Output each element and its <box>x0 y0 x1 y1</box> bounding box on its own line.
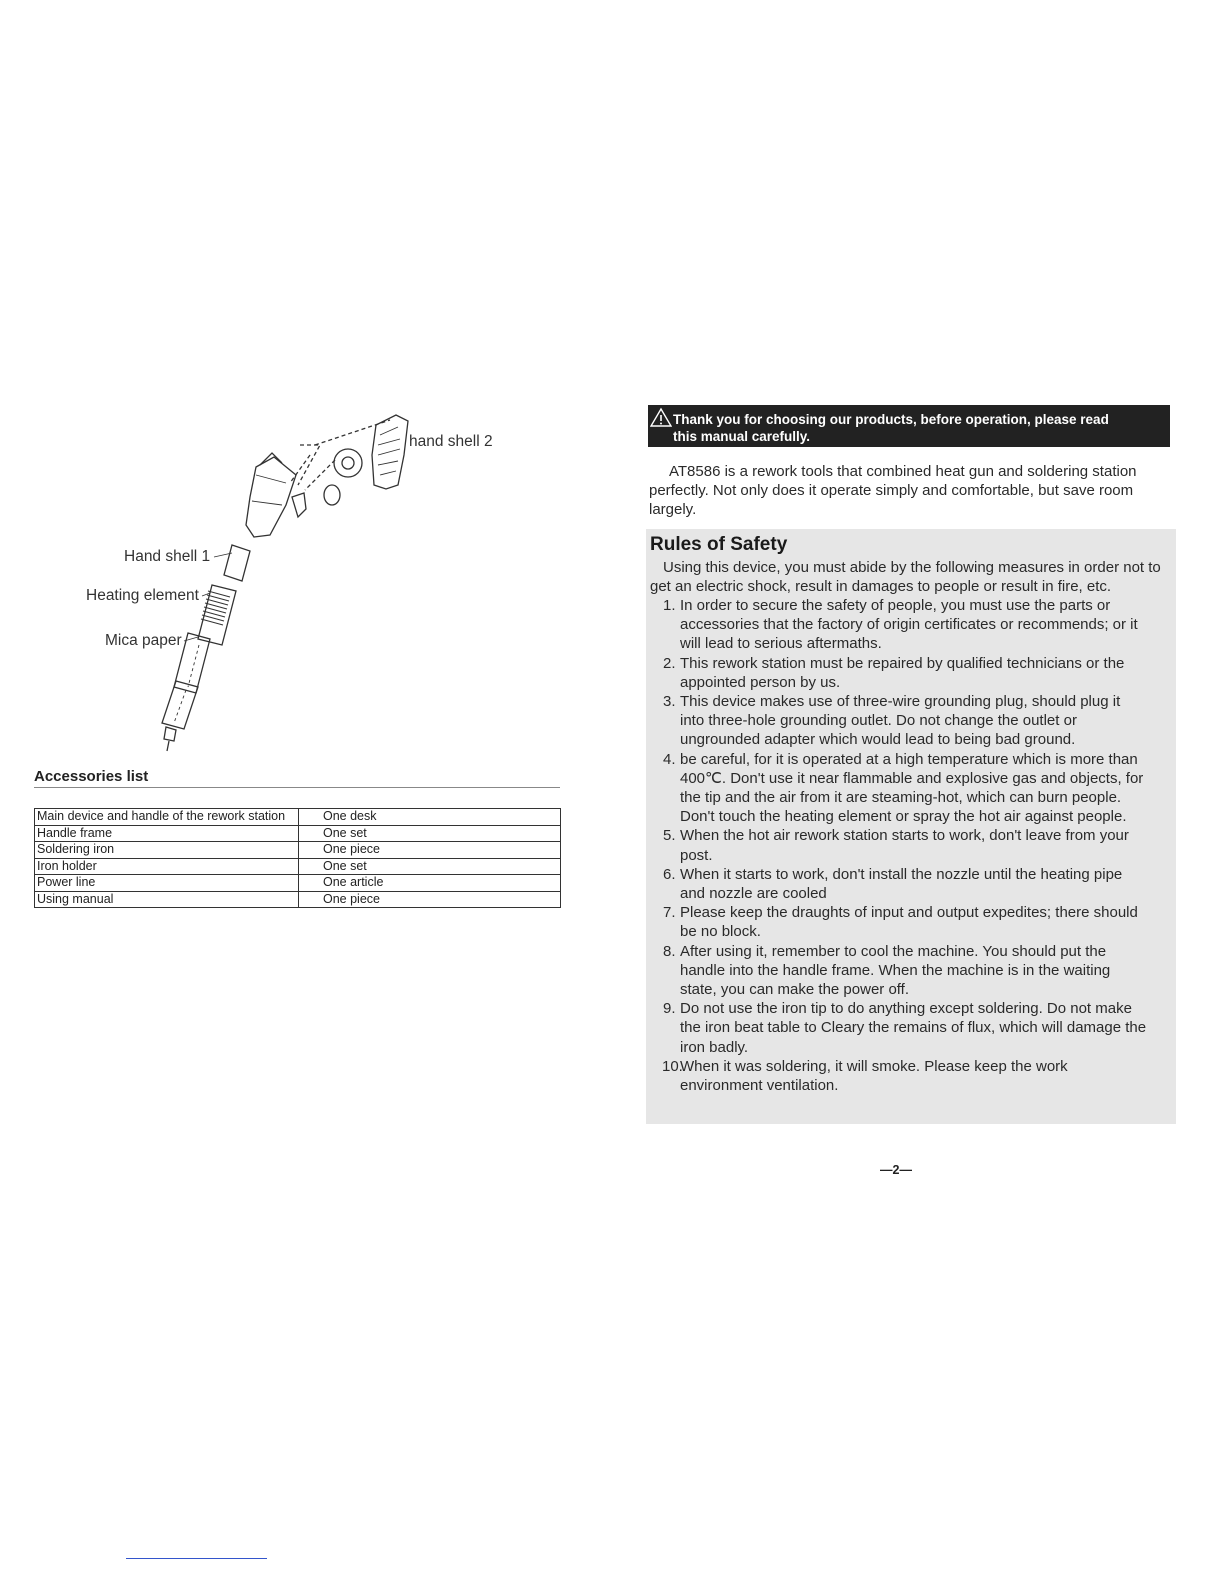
list-item <box>646 903 1176 941</box>
rule-number: 8. <box>663 942 676 960</box>
rule-text: When the hot air rework station starts to work, don't leave from your post. <box>680 827 1129 864</box>
safety-rules-list <box>646 596 1176 1095</box>
safety-section <box>646 529 1176 1124</box>
label-mica-paper: Mica paper <box>105 632 182 649</box>
list-item <box>646 865 1176 903</box>
accessory-qty: One desk <box>299 809 561 826</box>
rule-number: 6. <box>663 865 676 883</box>
rule-number: 3. <box>663 693 676 711</box>
intro-paragraph: AT8586 is a rework tools that combined heat gun and soldering station perfectly. Not only does it operate simply and comfortable, but save room largely. <box>649 463 1137 518</box>
rule-text: Please keep the draughts of input and output expedites; there should be no block. <box>680 904 1138 941</box>
accessories-table <box>34 808 561 908</box>
safety-intro <box>650 558 1176 597</box>
safety-title: Rules of Safety <box>650 534 788 555</box>
label-heating-element: Heating element <box>86 587 199 604</box>
accessory-item: Power line <box>35 875 299 892</box>
accessories-title: Accessories list <box>34 768 149 785</box>
accessory-item: Soldering iron <box>35 842 299 859</box>
list-item <box>646 750 1176 827</box>
list-item <box>646 999 1176 1057</box>
rule-text: This rework station must be repaired by qualified technicians or the appointed person by us. <box>680 654 1125 691</box>
table-row <box>35 825 561 842</box>
accessory-item: Handle frame <box>35 825 299 842</box>
rule-text: In order to secure the safety of people, you must use the parts or accessories that the factory of origin certificates or recommends; or it will lead to serious aftermaths. <box>680 597 1138 653</box>
rule-text: After using it, remember to cool the machine. You should put the handle into the handle frame. When the machine is in the waiting state, you can make the power off. <box>680 942 1111 999</box>
footer-link-underline[interactable] <box>126 1558 267 1559</box>
list-item <box>646 692 1176 750</box>
table-row <box>35 809 561 826</box>
table-row <box>35 842 561 859</box>
rule-number: 2. <box>663 654 676 672</box>
table-row <box>35 858 561 875</box>
rule-number: 4. <box>663 750 676 768</box>
label-hand-shell-1: Hand shell 1 <box>124 548 211 565</box>
rule-number: 9. <box>663 1000 676 1018</box>
page-number: —2— <box>880 1163 912 1177</box>
rule-text: be careful, for it is operated at a high temperature which is more than 400℃. Don't use it near flammable and explosive gas and objects, for the tip and the air from it are steaming-hot, which can burn people. Don't touch the heating element or spray the hot air against people. <box>680 750 1144 826</box>
product-intro <box>649 462 1174 519</box>
exploded-handle-diagram <box>60 405 560 755</box>
list-item <box>646 654 1176 692</box>
safety-intro-paragraph: Using this device, you must abide by the following measures in order not to get an electric shock, result in damages to people or result in fire, etc. <box>650 559 1161 596</box>
accessory-qty: One article <box>299 875 561 892</box>
accessory-qty: One set <box>299 825 561 842</box>
rule-text: When it was soldering, it will smoke. Please keep the work environment ventilation. <box>680 1057 1068 1095</box>
accessories-divider <box>34 787 560 788</box>
accessory-qty: One set <box>299 858 561 875</box>
warning-triangle-icon <box>650 407 672 430</box>
warning-text-line1: Thank you for choosing our products, before operation, please read <box>673 412 1109 427</box>
list-item <box>646 596 1176 654</box>
label-hand-shell-2: hand shell 2 <box>409 433 493 450</box>
warning-text-line2: this manual carefully. <box>673 429 811 444</box>
accessory-item: Iron holder <box>35 858 299 875</box>
table-row <box>35 875 561 892</box>
rule-number: 5. <box>663 827 676 845</box>
rule-text: When it starts to work, don't install the nozzle until the heating pipe and nozzle are cooled <box>680 865 1123 903</box>
accessory-qty: One piece <box>299 842 561 859</box>
warning-banner <box>648 405 1170 447</box>
handle-exploded-drawing <box>60 405 560 755</box>
accessory-item: Main device and handle of the rework station <box>35 809 299 826</box>
accessory-qty: One piece <box>299 891 561 908</box>
list-item <box>646 826 1176 864</box>
rule-text: Do not use the iron tip to do anything except soldering. Do not make the iron beat table to Cleary the remains of flux, which will damage the iron badly. <box>680 1000 1147 1056</box>
list-item <box>646 942 1176 1000</box>
rule-number: 7. <box>663 904 676 922</box>
rule-text: This device makes use of three-wire grounding plug, should plug it into three-hole grounding outlet. Do not change the outlet or ungrounded adapter which would lead to being bad ground. <box>680 693 1121 749</box>
rule-number: 1. <box>663 597 676 614</box>
list-item <box>646 1057 1176 1095</box>
accessory-item: Using manual <box>35 891 299 908</box>
table-row <box>35 891 561 908</box>
rule-number: 10. <box>662 1057 683 1075</box>
